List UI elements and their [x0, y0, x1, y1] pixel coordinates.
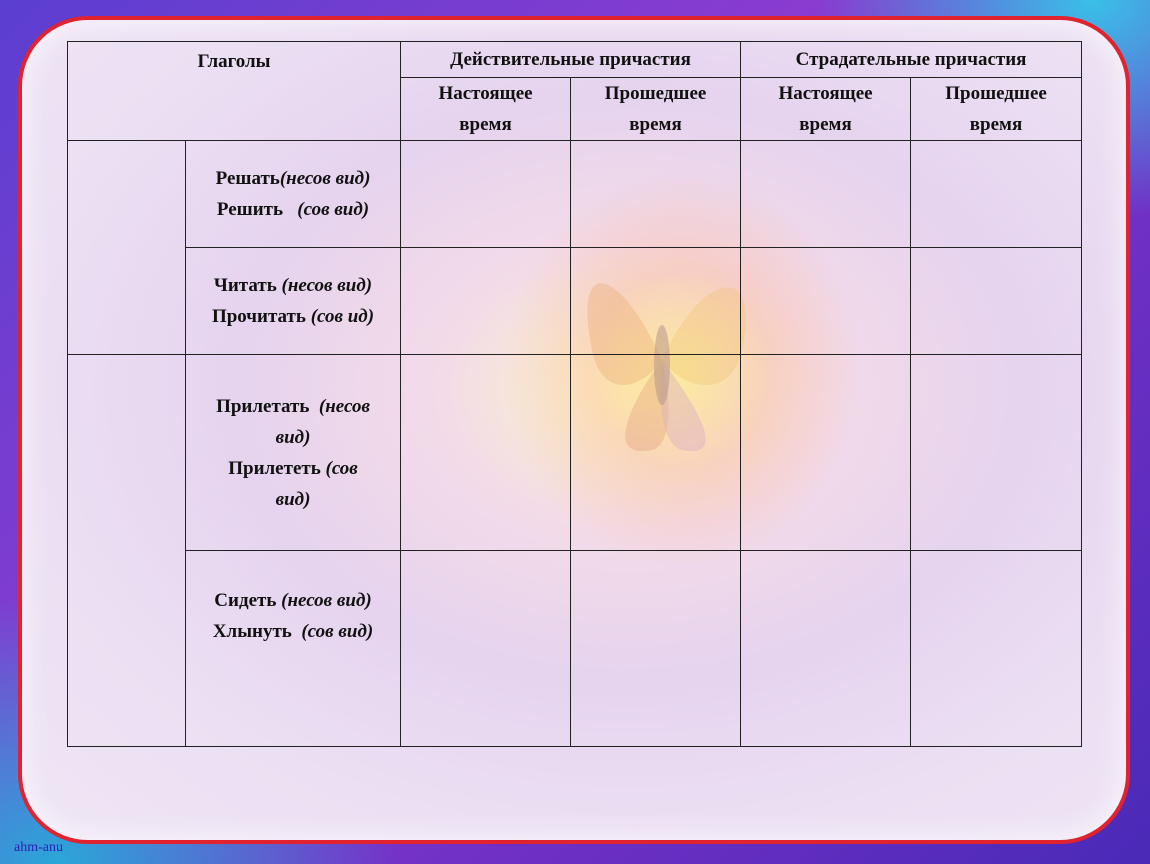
header-active-past: Прошедшее время	[571, 78, 741, 141]
answer-cell[interactable]	[401, 551, 571, 747]
answer-cell[interactable]	[401, 355, 571, 551]
table-row	[68, 248, 1082, 355]
answer-cell[interactable]	[571, 248, 741, 355]
answer-cell[interactable]	[911, 551, 1082, 747]
verb-pair-cell: Сидеть (несов вид) Хлынуть (сов вид)	[186, 551, 401, 747]
verb-pair-cell: Решать(несов вид) Решить (сов вид)	[186, 141, 401, 248]
answer-cell[interactable]	[571, 355, 741, 551]
answer-cell[interactable]	[911, 141, 1082, 248]
verb-pair-cell: Прилетать (несов вид) Прилететь (сов вид)	[186, 355, 401, 551]
answer-cell[interactable]	[741, 355, 911, 551]
group-cell-empty[interactable]	[68, 141, 186, 355]
answer-cell[interactable]	[911, 248, 1082, 355]
header-passive-present: Настоящее время	[741, 78, 911, 141]
header-row	[68, 42, 1082, 78]
table-row	[68, 141, 1082, 248]
answer-cell[interactable]	[401, 248, 571, 355]
table-row	[68, 551, 1082, 747]
watermark: ahm-anu	[14, 840, 63, 855]
answer-cell[interactable]	[401, 141, 571, 248]
answer-cell[interactable]	[741, 248, 911, 355]
answer-cell[interactable]	[741, 141, 911, 248]
header-passive-participles: Страдательные причастия	[741, 42, 1082, 78]
answer-cell[interactable]	[911, 355, 1082, 551]
header-passive-past: Прошедшее время	[911, 78, 1082, 141]
table-row	[68, 355, 1082, 551]
header-active-participles: Действительные причастия	[401, 42, 741, 78]
header-verbs: Глаголы	[68, 42, 401, 141]
answer-cell[interactable]	[741, 551, 911, 747]
answer-cell[interactable]	[571, 551, 741, 747]
verb-pair-cell: Читать (несов вид) Прочитать (сов ид)	[186, 248, 401, 355]
answer-cell[interactable]	[571, 141, 741, 248]
group-cell-empty[interactable]	[68, 355, 186, 747]
participles-table	[67, 41, 1082, 747]
header-active-present: Настоящее время	[401, 78, 571, 141]
